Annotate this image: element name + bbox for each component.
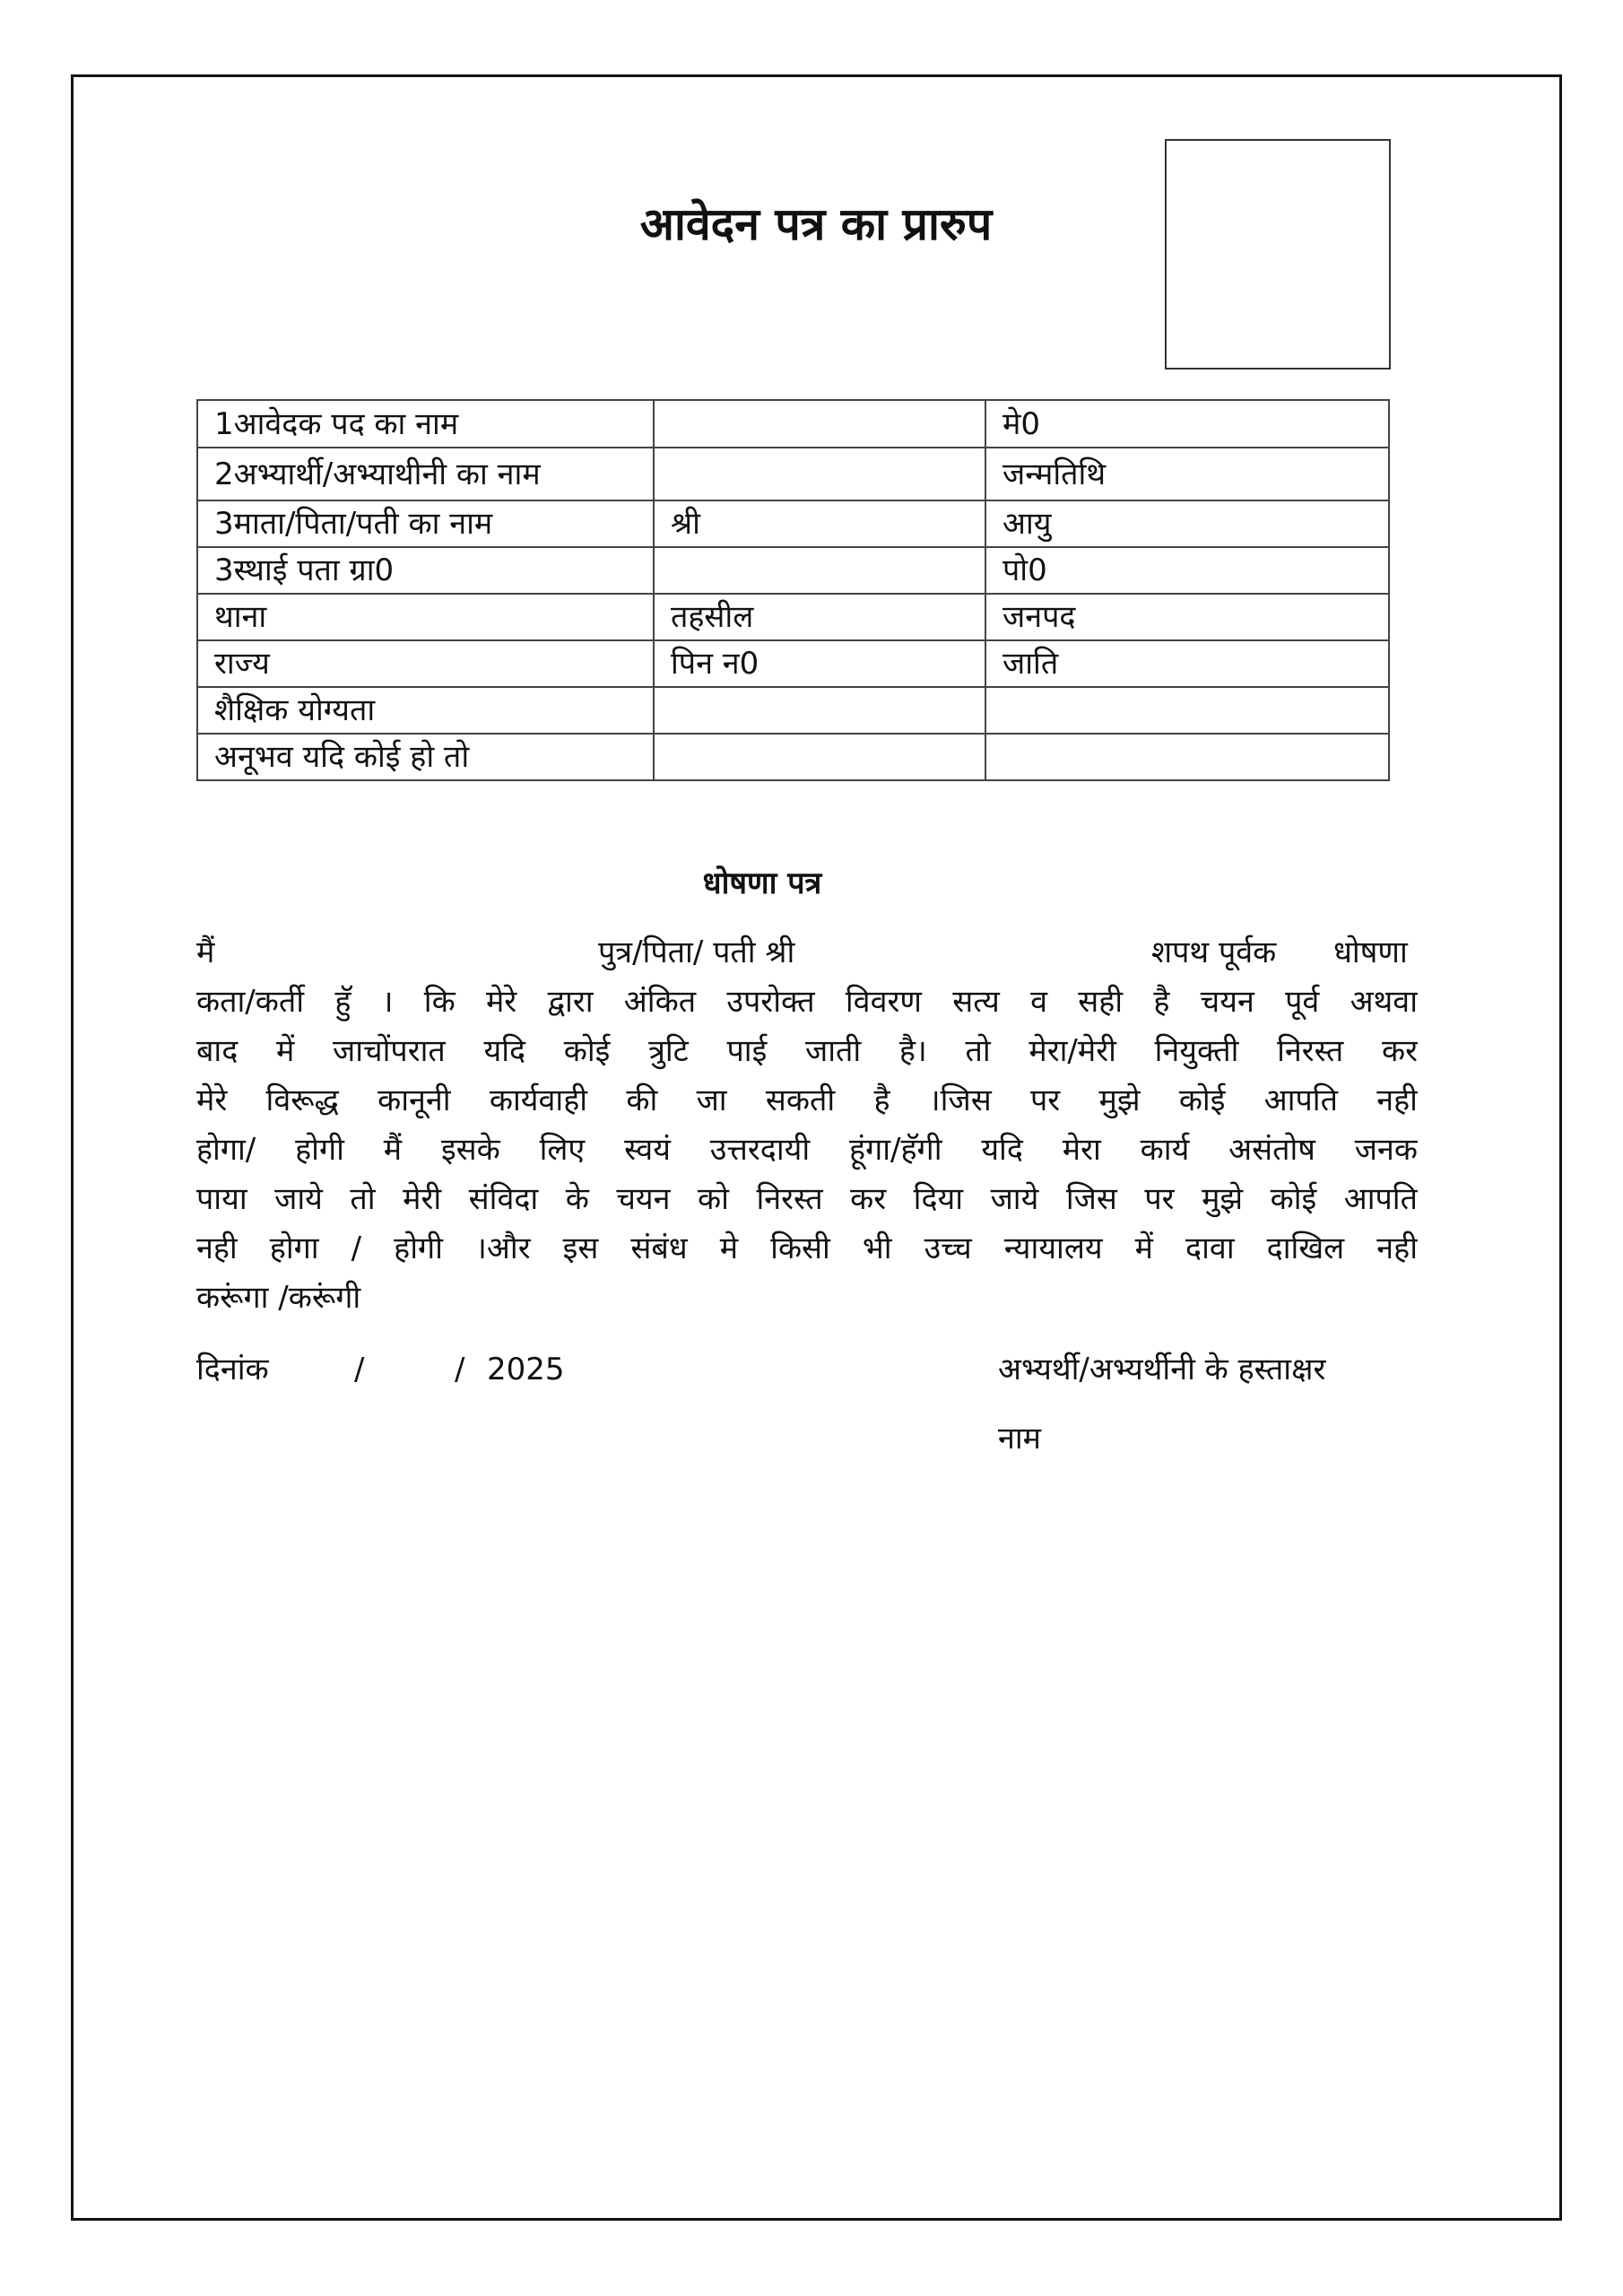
declaration-line: मेरे विरूद्ध कानूनी कार्यवाही की जा सकती है ।जिस पर मुझे कोई आपति नही: [196, 1083, 1418, 1118]
declaration-line: कता/कर्ती हुॅ । कि मेरे द्वारा अंकित उपरोक्त विवरण सत्य व सही है चयन पूर्व अथवा: [196, 984, 1418, 1020]
form-cell: [654, 734, 985, 780]
form-cell: पो0: [985, 547, 1389, 594]
application-form-table: [196, 399, 1390, 781]
form-cell: जनपद: [985, 594, 1389, 640]
form-row: [197, 448, 1389, 500]
declaration-line: पाया जाये तो मेरी संविदा के चयन को निरस्त कर दिया जाये जिस पर मुझे कोई आपति: [196, 1181, 1418, 1217]
declaration-heading: धोषणा पत्र: [702, 865, 822, 901]
form-row: [197, 400, 1389, 448]
form-cell: श्री: [654, 500, 985, 547]
declaration-text: शपथ पूर्वक: [1151, 935, 1277, 970]
form-label-cell: 3माता/पिता/पती का नाम: [197, 500, 654, 547]
form-label-cell: अनूभव यदि कोई हो तो: [197, 734, 654, 780]
form-cell: जन्मतिथि: [985, 448, 1389, 500]
form-row: [197, 547, 1389, 594]
form-cell: [654, 547, 985, 594]
declaration-text: पुत्र/पिता/ पती श्री: [598, 935, 795, 970]
declaration-line: होगा/ होगी मैं इसके लिए स्वयं उत्तरदायी हूंगा/हॅगी यदि मेरा कार्य असंतोष जनक: [196, 1132, 1418, 1168]
form-row: [197, 594, 1389, 640]
form-cell: आयु: [985, 500, 1389, 547]
form-label-cell: थाना: [197, 594, 654, 640]
declaration-line: बाद में जाचोंपरात यदि कोई त्रुटि पाई जाती है। तो मेरा/मेरी नियुक्ती निरस्त कर: [196, 1033, 1418, 1069]
form-cell: मे0: [985, 400, 1389, 448]
form-cell: [654, 687, 985, 734]
form-cell: जाति: [985, 640, 1389, 687]
date-field: [196, 1345, 645, 1395]
form-label-cell: 3स्थाई पता ग्रा0: [197, 547, 654, 594]
form-cell: [985, 734, 1389, 780]
form-label-cell: शैक्षिक योग्यता: [197, 687, 654, 734]
form-label-cell: राज्य: [197, 640, 654, 687]
declaration-line: नही होगा / होगी ।और इस संबंध मे किसी भी उच्च न्यायालय में दावा दाखिल नही: [196, 1231, 1418, 1266]
name-label: नाम: [998, 1421, 1042, 1457]
form-cell: [985, 687, 1389, 734]
declaration-line: करूंगा /करूंगी: [196, 1280, 361, 1316]
form-cell: [654, 448, 985, 500]
date-year: 2025: [487, 1352, 565, 1387]
form-cell: [654, 400, 985, 448]
form-row: [197, 500, 1389, 547]
form-label-cell: 1आवेदक पद का नाम: [197, 400, 654, 448]
photo-box: [1165, 139, 1391, 370]
form-cell: पिन न0: [654, 640, 985, 687]
form-row: [197, 734, 1389, 780]
form-label-cell: 2अभ्यार्थी/अभ्याथीनी का नाम: [197, 448, 654, 500]
date-separator: /: [455, 1352, 465, 1387]
declaration-text: मैं: [196, 935, 215, 970]
form-cell: तहसील: [654, 594, 985, 640]
declaration-line: [196, 928, 1418, 978]
date-label: दिनांक: [196, 1352, 269, 1387]
declaration-text: धोषणा: [1333, 935, 1408, 970]
page-title: आवेदन पत्र का प्रारुप: [639, 198, 993, 250]
signature-label: अभ्यर्थी/अभ्यर्थीनी के हस्ताक्षर: [998, 1352, 1326, 1387]
date-separator: /: [354, 1352, 365, 1387]
form-row: [197, 687, 1389, 734]
form-row: [197, 640, 1389, 687]
declaration-paragraph: [196, 928, 1418, 1323]
